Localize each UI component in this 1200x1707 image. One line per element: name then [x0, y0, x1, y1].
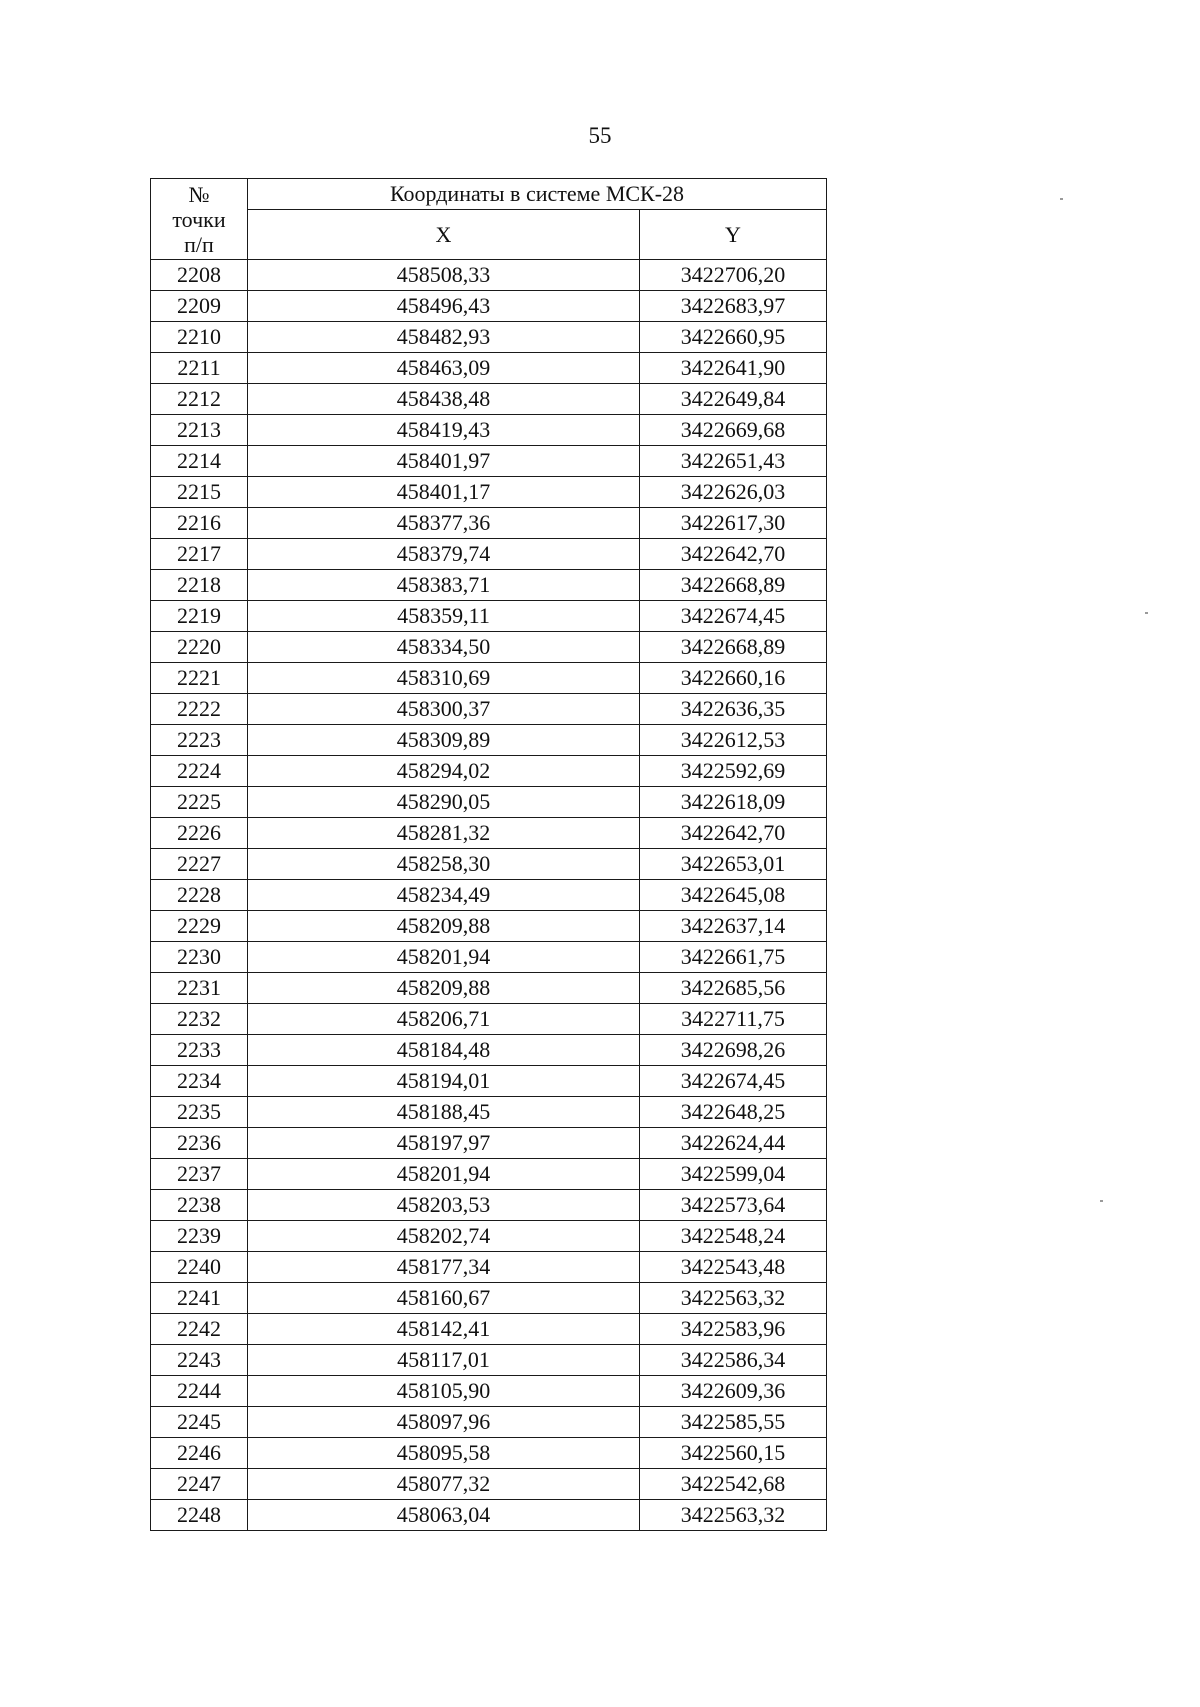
- point-number-cell: 2244: [151, 1376, 248, 1407]
- table-body: [151, 260, 827, 1531]
- x-coordinate-cell: 458508,33: [248, 260, 640, 291]
- x-coordinate-cell: 458194,01: [248, 1066, 640, 1097]
- point-number-cell: 2229: [151, 911, 248, 942]
- y-coordinate-cell: 3422542,68: [640, 1469, 827, 1500]
- point-number-cell: 2232: [151, 1004, 248, 1035]
- x-coordinate-cell: 458482,93: [248, 322, 640, 353]
- table-row: [151, 539, 827, 570]
- point-number-cell: 2243: [151, 1345, 248, 1376]
- x-coordinate-cell: 458209,88: [248, 973, 640, 1004]
- x-coordinate-cell: 458201,94: [248, 942, 640, 973]
- x-coordinate-cell: 458496,43: [248, 291, 640, 322]
- point-number-cell: 2215: [151, 477, 248, 508]
- x-coordinate-cell: 458290,05: [248, 787, 640, 818]
- y-coordinate-cell: 3422626,03: [640, 477, 827, 508]
- x-coordinate-cell: 458359,11: [248, 601, 640, 632]
- point-label: точки: [172, 206, 226, 232]
- y-coordinate-cell: 3422641,90: [640, 353, 827, 384]
- y-coordinate-cell: 3422642,70: [640, 818, 827, 849]
- point-number-cell: 2234: [151, 1066, 248, 1097]
- table-row: [151, 942, 827, 973]
- table-row: [151, 756, 827, 787]
- x-coordinate-cell: 458105,90: [248, 1376, 640, 1407]
- scan-speck: [1145, 612, 1148, 614]
- x-coordinate-cell: 458188,45: [248, 1097, 640, 1128]
- x-coordinate-cell: 458383,71: [248, 570, 640, 601]
- coordinates-table: [150, 178, 827, 1531]
- table-row: [151, 1345, 827, 1376]
- table-row: [151, 1159, 827, 1190]
- point-number-cell: 2241: [151, 1283, 248, 1314]
- y-coordinate-cell: 3422609,36: [640, 1376, 827, 1407]
- y-coordinate-cell: 3422624,44: [640, 1128, 827, 1159]
- point-number-cell: 2235: [151, 1097, 248, 1128]
- x-coordinate-cell: 458184,48: [248, 1035, 640, 1066]
- y-coordinate-cell: 3422706,20: [640, 260, 827, 291]
- table-row: [151, 1097, 827, 1128]
- point-number-cell: 2220: [151, 632, 248, 663]
- point-number-cell: 2228: [151, 880, 248, 911]
- table-row: [151, 694, 827, 725]
- x-coordinate-cell: 458401,17: [248, 477, 640, 508]
- y-coordinate-cell: 3422649,84: [640, 384, 827, 415]
- x-coordinate-cell: 458117,01: [248, 1345, 640, 1376]
- table-row: [151, 1438, 827, 1469]
- x-coordinate-cell: 458377,36: [248, 508, 640, 539]
- y-coordinate-cell: 3422668,89: [640, 570, 827, 601]
- point-number-cell: 2236: [151, 1128, 248, 1159]
- y-coordinate-cell: 3422637,14: [640, 911, 827, 942]
- table-row: [151, 446, 827, 477]
- y-coordinate-cell: 3422648,25: [640, 1097, 827, 1128]
- x-coordinate-cell: 458202,74: [248, 1221, 640, 1252]
- x-coordinate-cell: 458077,32: [248, 1469, 640, 1500]
- x-coordinate-cell: 458097,96: [248, 1407, 640, 1438]
- x-coordinate-cell: 458160,67: [248, 1283, 640, 1314]
- ordinal-label: п/п: [184, 231, 214, 257]
- header-row-1: [151, 179, 827, 210]
- x-coordinate-cell: 458206,71: [248, 1004, 640, 1035]
- table-row: [151, 322, 827, 353]
- x-coordinate-cell: 458309,89: [248, 725, 640, 756]
- x-coordinate-cell: 458177,34: [248, 1252, 640, 1283]
- table-row: [151, 787, 827, 818]
- point-number-cell: 2248: [151, 1500, 248, 1531]
- y-coordinate-cell: 3422563,32: [640, 1283, 827, 1314]
- table-row: [151, 1128, 827, 1159]
- x-coordinate-cell: 458379,74: [248, 539, 640, 570]
- table-row: [151, 1500, 827, 1531]
- y-coordinate-cell: 3422674,45: [640, 1066, 827, 1097]
- table-row: [151, 1004, 827, 1035]
- point-number-cell: 2218: [151, 570, 248, 601]
- point-number-cell: 2245: [151, 1407, 248, 1438]
- y-coordinate-cell: 3422599,04: [640, 1159, 827, 1190]
- table-row: [151, 570, 827, 601]
- table-row: [151, 1314, 827, 1345]
- point-number-cell: 2238: [151, 1190, 248, 1221]
- y-coordinate-cell: 3422636,35: [640, 694, 827, 725]
- table-row: [151, 1252, 827, 1283]
- table-row: [151, 1376, 827, 1407]
- point-number-cell: 2209: [151, 291, 248, 322]
- point-number-cell: 2227: [151, 849, 248, 880]
- y-coordinate-cell: 3422685,56: [640, 973, 827, 1004]
- x-coordinate-cell: 458334,50: [248, 632, 640, 663]
- table-row: [151, 1469, 827, 1500]
- table-row: [151, 818, 827, 849]
- y-coordinate-cell: 3422592,69: [640, 756, 827, 787]
- point-number-cell: 2225: [151, 787, 248, 818]
- y-coordinate-cell: 3422583,96: [640, 1314, 827, 1345]
- x-coordinate-cell: 458258,30: [248, 849, 640, 880]
- y-coordinate-cell: 3422661,75: [640, 942, 827, 973]
- x-coordinate-cell: 458401,97: [248, 446, 640, 477]
- x-coordinate-cell: 458201,94: [248, 1159, 640, 1190]
- x-coordinate-cell: 458294,02: [248, 756, 640, 787]
- point-number-cell: 2223: [151, 725, 248, 756]
- y-coordinate-cell: 3422645,08: [640, 880, 827, 911]
- point-number-cell: 2226: [151, 818, 248, 849]
- table-row: [151, 1283, 827, 1314]
- x-coordinate-cell: 458197,97: [248, 1128, 640, 1159]
- table-row: [151, 1407, 827, 1438]
- table-header: [151, 179, 827, 260]
- y-coordinate-cell: 3422573,64: [640, 1190, 827, 1221]
- point-number-cell: 2219: [151, 601, 248, 632]
- y-coordinate-cell: 3422674,45: [640, 601, 827, 632]
- y-coordinate-cell: 3422560,15: [640, 1438, 827, 1469]
- y-coordinate-cell: 3422660,95: [640, 322, 827, 353]
- y-coordinate-cell: 3422711,75: [640, 1004, 827, 1035]
- y-coordinate-cell: 3422543,48: [640, 1252, 827, 1283]
- y-coordinate-cell: 3422563,32: [640, 1500, 827, 1531]
- y-coordinate-cell: 3422548,24: [640, 1221, 827, 1252]
- point-number-cell: 2240: [151, 1252, 248, 1283]
- point-number-cell: 2239: [151, 1221, 248, 1252]
- x-coordinate-cell: 458281,32: [248, 818, 640, 849]
- scan-speck: [1060, 198, 1063, 200]
- header-row-2: [151, 210, 827, 260]
- table-row: [151, 601, 827, 632]
- y-coordinate-cell: 3422586,34: [640, 1345, 827, 1376]
- table-row: [151, 849, 827, 880]
- y-coordinate-cell: 3422660,16: [640, 663, 827, 694]
- table-row: [151, 911, 827, 942]
- y-coordinate-cell: 3422651,43: [640, 446, 827, 477]
- x-coordinate-cell: 458463,09: [248, 353, 640, 384]
- y-coordinate-cell: 3422698,26: [640, 1035, 827, 1066]
- table-row: [151, 1190, 827, 1221]
- y-column-header: Y: [640, 210, 827, 260]
- table-row: [151, 880, 827, 911]
- table-row: [151, 1221, 827, 1252]
- point-number-cell: 2246: [151, 1438, 248, 1469]
- coordinates-group-header: Координаты в системе МСК-28: [248, 179, 827, 210]
- point-number-cell: 2211: [151, 353, 248, 384]
- table-row: [151, 508, 827, 539]
- table-row: [151, 477, 827, 508]
- y-coordinate-cell: 3422642,70: [640, 539, 827, 570]
- table-row: [151, 663, 827, 694]
- x-coordinate-cell: 458438,48: [248, 384, 640, 415]
- point-number-header: [151, 179, 248, 260]
- point-number-cell: 2212: [151, 384, 248, 415]
- point-number-cell: 2237: [151, 1159, 248, 1190]
- page-number: 55: [588, 123, 612, 148]
- scan-speck: [1100, 1200, 1103, 1202]
- point-number-cell: 2210: [151, 322, 248, 353]
- point-number-cell: 2222: [151, 694, 248, 725]
- point-number-cell: 2242: [151, 1314, 248, 1345]
- point-number-cell: 2216: [151, 508, 248, 539]
- table-row: [151, 973, 827, 1004]
- table-row: [151, 384, 827, 415]
- y-coordinate-cell: 3422585,55: [640, 1407, 827, 1438]
- table-row: [151, 1035, 827, 1066]
- point-number-cell: 2208: [151, 260, 248, 291]
- x-coordinate-cell: 458203,53: [248, 1190, 640, 1221]
- table-row: [151, 291, 827, 322]
- x-coordinate-cell: 458310,69: [248, 663, 640, 694]
- table-row: [151, 1066, 827, 1097]
- x-coordinate-cell: 458419,43: [248, 415, 640, 446]
- point-number-cell: 2247: [151, 1469, 248, 1500]
- y-coordinate-cell: 3422612,53: [640, 725, 827, 756]
- x-coordinate-cell: 458209,88: [248, 911, 640, 942]
- x-coordinate-cell: 458142,41: [248, 1314, 640, 1345]
- point-number-cell: 2217: [151, 539, 248, 570]
- point-number-cell: 2224: [151, 756, 248, 787]
- point-number-cell: 2233: [151, 1035, 248, 1066]
- y-coordinate-cell: 3422669,68: [640, 415, 827, 446]
- coordinates-table-container: [150, 178, 826, 1531]
- x-coordinate-cell: 458234,49: [248, 880, 640, 911]
- number-symbol: №: [188, 181, 210, 207]
- table-row: [151, 725, 827, 756]
- y-coordinate-cell: 3422683,97: [640, 291, 827, 322]
- x-coordinate-cell: 458300,37: [248, 694, 640, 725]
- point-number-cell: 2221: [151, 663, 248, 694]
- x-column-header: X: [248, 210, 640, 260]
- x-coordinate-cell: 458063,04: [248, 1500, 640, 1531]
- point-number-cell: 2213: [151, 415, 248, 446]
- y-coordinate-cell: 3422668,89: [640, 632, 827, 663]
- table-row: [151, 632, 827, 663]
- table-row: [151, 353, 827, 384]
- point-number-cell: 2214: [151, 446, 248, 477]
- y-coordinate-cell: 3422617,30: [640, 508, 827, 539]
- y-coordinate-cell: 3422653,01: [640, 849, 827, 880]
- table-row: [151, 260, 827, 291]
- y-coordinate-cell: 3422618,09: [640, 787, 827, 818]
- point-number-cell: 2230: [151, 942, 248, 973]
- x-coordinate-cell: 458095,58: [248, 1438, 640, 1469]
- point-number-cell: 2231: [151, 973, 248, 1004]
- table-row: [151, 415, 827, 446]
